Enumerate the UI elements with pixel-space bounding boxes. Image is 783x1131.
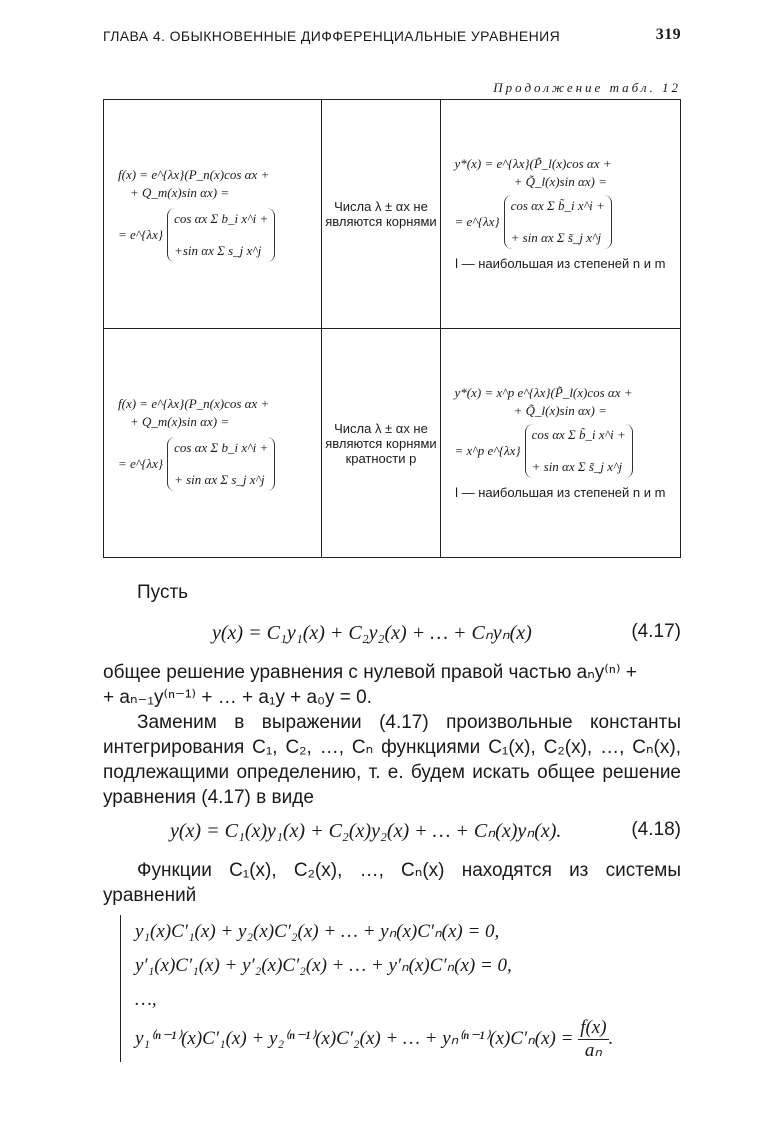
equation-system [120, 915, 695, 1062]
table-row [104, 100, 681, 329]
table-caption: Продолжение табл. 12 [493, 80, 681, 95]
table-note: l — наибольшая из степеней n и m [455, 256, 666, 271]
system-line: …, [135, 989, 157, 1010]
formula-line: cos αx Σ b_i x^i + [174, 440, 269, 455]
system-line: y₁⁽ⁿ⁻¹⁾(x)C′₁(x) + y₂⁽ⁿ⁻¹⁾(x)C′₂(x) + … + yₙ⁽ⁿ⁻¹⁾(x)C′ₙ(x) = $\frac{f(x)}{\text{aₙ}}$ . [135, 1017, 614, 1061]
fraction [578, 1017, 608, 1062]
formula-line: + Q_m(x)sin αx) = [130, 414, 230, 429]
formula-line: f(x) = e^{λx}(P_n(x)cos αx + [118, 167, 270, 182]
table-row [104, 329, 681, 558]
system-line: y′₁(x)C′₁(x) + y′₂(x)C′₂(x) + … + y′ₙ(x)C′ₙ(x) = 0, [135, 955, 512, 976]
table-note: l — наибольшая из степеней n и m [455, 485, 666, 500]
formula-line: +sin αx Σ s_j x^j [174, 243, 262, 258]
solution-cell [440, 100, 680, 329]
formula-line: = e^{λx} [454, 214, 500, 229]
solutions-table [103, 99, 681, 558]
condition-text: Числа λ ± αx не являются корнями кратности p [325, 420, 437, 466]
formula-line: = e^{λx} [118, 456, 164, 471]
equation-4-17: y(x) = C₁y₁(x) + C₂y₂(x) + … + Cₙyₙ(x) [212, 622, 532, 644]
paragraph-variation: Заменим в выражении (4.17) произвольные константы интегрирования C₁, C₂, …, Cₙ функциями C₁(x), C₂(x), …, Cₙ(x), подлежащими определению, т. е. будем искать общее решение уравнения (4.17) в виде [103, 712, 681, 808]
fraction-denominator: aₙ [584, 1040, 602, 1061]
formula-line: y*(x) = e^{λx}(P̃_l(x)cos αx + [454, 156, 612, 171]
running-title: ГЛАВА 4. ОБЫКНОВЕННЫЕ ДИФФЕРЕНЦИАЛЬНЫЕ УРАВНЕНИЯ [103, 28, 561, 44]
system-line-lhs: y₁⁽ⁿ⁻¹⁾(x)C′₁(x) + y₂⁽ⁿ⁻¹⁾(x)C′₂(x) + … + yₙ⁽ⁿ⁻¹⁾(x)C′ₙ(x) = [135, 1027, 574, 1049]
formula-line: + Q̃_l(x)sin αx) = [513, 403, 607, 418]
page-header [103, 26, 681, 48]
equation-4-18: y(x) = C₁(x)y₁(x) + C₂(x)y₂(x) + … + Cₙ(x)yₙ(x). [170, 820, 562, 842]
formula-line: + Q_m(x)sin αx) = [130, 185, 230, 200]
formula-line: f(x) = e^{λx}(P_n(x)cos αx + [118, 396, 270, 411]
page-number: 319 [655, 26, 681, 43]
formula-line: + sin αx Σ s̃_j x^j [531, 459, 623, 474]
text-line: общее решение уравнения с нулевой правой частью aₙy⁽ⁿ⁾ + [103, 662, 637, 683]
rhs-cell [104, 100, 322, 329]
solution-cell [440, 329, 680, 558]
condition-cell [322, 100, 440, 329]
formula-line: = e^{λx} [118, 227, 164, 242]
formula-line: cos αx Σ b̃_i x^i + [531, 427, 626, 442]
equation-number: (4.17) [631, 621, 681, 642]
paragraph-functions: Функции C₁(x), C₂(x), …, Cₙ(x) находятся из системы уравнений [103, 860, 681, 906]
formula-line: + sin αx Σ s_j x^j [174, 472, 265, 487]
condition-cell [322, 329, 440, 558]
formula-line: + Q̃_l(x)sin αx) = [513, 174, 607, 189]
equation-number: (4.18) [631, 819, 681, 840]
rhs-cell [104, 329, 322, 558]
formula-line: + sin αx Σ s̃_j x^j [510, 230, 602, 245]
formula-line: = x^p e^{λx} [454, 443, 521, 458]
formula-line: y*(x) = x^p e^{λx}(P̃_l(x)cos αx + [454, 385, 633, 400]
paragraph-let: Пусть [137, 582, 189, 603]
paragraph-general-solution [103, 660, 681, 710]
formula-line: cos αx Σ b̃_i x^i + [510, 198, 605, 213]
condition-text: Числа λ ± αx не являются корнями [325, 199, 437, 229]
system-line: y₁(x)C′₁(x) + y₂(x)C′₂(x) + … + yₙ(x)C′ₙ(x) = 0, [135, 921, 500, 942]
fraction-numerator: f(x) [580, 1017, 607, 1038]
text-line: + aₙ₋₁y⁽ⁿ⁻¹⁾ + … + a₁y + a₀y = 0. [103, 687, 372, 708]
formula-line: cos αx Σ b_i x^i + [174, 211, 269, 226]
